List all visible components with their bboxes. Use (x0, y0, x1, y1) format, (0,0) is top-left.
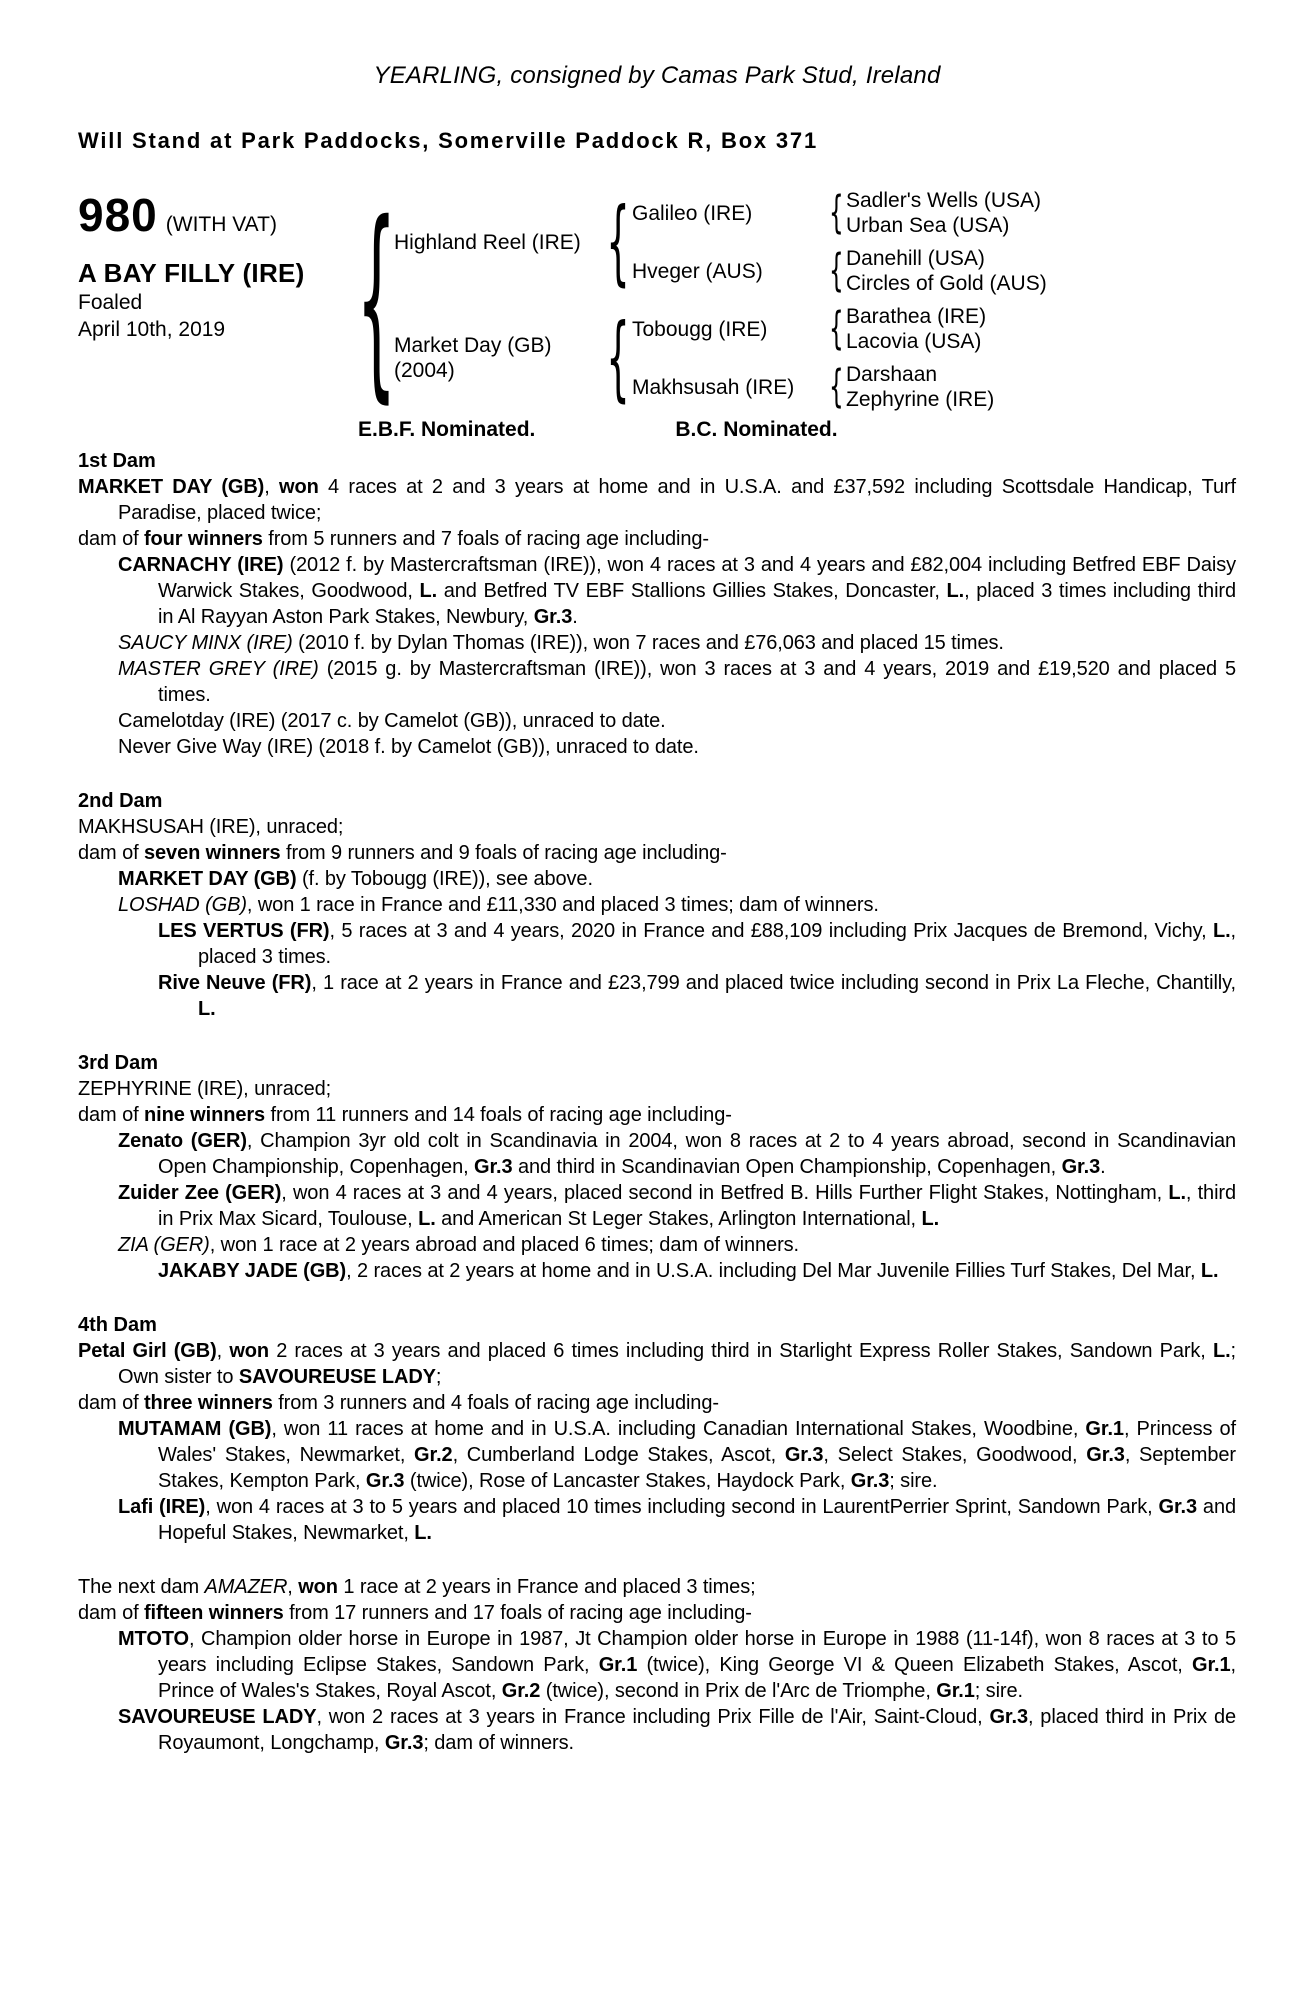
great-grandparents (846, 246, 1047, 296)
dam-parents (632, 300, 994, 416)
catalogue-body (78, 448, 1236, 1756)
section-heading: 1st Dam (78, 450, 156, 472)
lot-number-line (78, 188, 358, 242)
catalogue-paragraph: ZEPHYRINE (IRE), unraced; (78, 1078, 332, 1100)
brace-icon (358, 184, 394, 416)
great-grandparents (846, 188, 1041, 238)
granddam-branch (632, 242, 1047, 300)
pedigree-section (78, 1312, 1236, 1546)
sire-parents (632, 184, 1047, 300)
pedigree-name: Galileo (IRE) (632, 201, 753, 225)
catalogue-paragraph: MTOTO, Champion older horse in Europe in 1987, Jt Champion older horse in Europe in 1988 (11-14f), won 8 races at 3 to 5 years including Eclipse Stakes, Sandown Park, Gr.1 (twice), King George VI & Queen Elizabeth Stakes, Ascot, Gr.1, Prince of Wales's Stakes, Royal Ascot, Gr.2 (twice), second in Prix de l'Arc de Triomphe, Gr.1; sire. (118, 1628, 1237, 1702)
dam-name (394, 333, 604, 383)
lot-number: 980 (78, 189, 158, 241)
brace-icon (826, 192, 846, 234)
pedigree-name: Urban Sea (USA) (846, 214, 1010, 237)
catalogue-paragraph: MASTER GREY (IRE) (2015 g. by Mastercraftsman (IRE)), won 3 races at 3 and 4 years, 2019 and £19,520 and placed 5 times. (118, 658, 1237, 706)
dam-year: (2004) (394, 359, 455, 382)
pedigree-name: Barathea (IRE) (846, 305, 987, 328)
catalogue-paragraph: SAVOUREUSE LADY, won 2 races at 3 years in France including Prix Fille de l'Air, Saint-Cloud, Gr.3, placed third in Prix de Royaumont, Longchamp, Gr.3; dam of winners. (118, 1706, 1236, 1754)
catalogue-paragraph: JAKABY JADE (GB), 2 races at 2 years at home and in U.S.A. including Del Mar Juvenile Fillies Turf Stakes, Del Mar, L. (158, 1260, 1219, 1282)
catalogue-paragraph: Rive Neuve (FR), 1 race at 2 years in France and £23,799 and placed twice including second in Prix La Fleche, Chantilly, L. (158, 972, 1236, 1020)
pedigree-name: Makhsusah (IRE) (632, 375, 795, 399)
sire-branch (394, 184, 1047, 300)
granddam-branch (632, 358, 994, 416)
nominations-line (78, 418, 1236, 442)
pedigree-section (78, 788, 1236, 1022)
catalogue-paragraph: ZIA (GER), won 1 race at 2 years abroad and placed 6 times; dam of winners. (118, 1234, 799, 1256)
pedigree-name: Market Day (GB) (394, 334, 552, 357)
brace-icon (604, 314, 632, 402)
consignor-line: YEARLING, consigned by Camas Park Stud, Ireland (373, 62, 941, 89)
pedigree-table (78, 184, 1236, 416)
pedigree-name: Danehill (USA) (846, 247, 985, 270)
lot-info (78, 184, 358, 416)
grandsire-branch (632, 300, 994, 358)
pedigree-name: Lacovia (USA) (846, 330, 982, 353)
catalogue-paragraph: CARNACHY (IRE) (2012 f. by Mastercraftsman (IRE)), won 4 races at 3 and 4 years and £82,004 including Betfred EBF Daisy Warwick Stakes, Goodwood, L. and Betfred TV EBF Stallions Gillies Stakes, Doncaster, L., placed 3 times including third in Al Rayyan Aston Park Stakes, Newbury, Gr.3. (118, 554, 1237, 628)
catalogue-paragraph: dam of fifteen winners from 17 runners and 17 foals of racing age including- (78, 1602, 752, 1624)
grandsire-branch (632, 184, 1047, 242)
brace-icon (826, 250, 846, 292)
catalogue-paragraph: SAUCY MINX (IRE) (2010 f. by Dylan Thomas (IRE)), won 7 races and £76,063 and placed 15 times. (118, 632, 1004, 654)
brace-icon (826, 308, 846, 350)
pedigree-tree (358, 184, 1047, 416)
section-heading: 4th Dam (78, 1314, 157, 1336)
foaled-label: Foaled (78, 291, 143, 314)
catalogue-paragraph: dam of seven winners from 9 runners and 9 foals of racing age including- (78, 842, 727, 864)
generation-1 (394, 184, 1047, 416)
lot-description: A BAY FILLY (IRE) (78, 258, 305, 288)
great-grandparents (846, 362, 994, 412)
catalogue-paragraph: MARKET DAY (GB), won 4 races at 2 and 3 years at home and in U.S.A. and £37,592 including Scottsdale Handicap, Turf Paradise, placed twice; (78, 476, 1236, 524)
pedigree-section (78, 1050, 1236, 1284)
pedigree-name: Darshaan (846, 363, 938, 386)
catalogue-paragraph: dam of four winners from 5 runners and 7 foals of racing age including- (78, 528, 709, 550)
catalogue-paragraph: Petal Girl (GB), won 2 races at 3 years and placed 6 times including third in Starlight Express Roller Stakes, Sandown Park, L.; Own sister to SAVOUREUSE LADY; (78, 1340, 1236, 1388)
catalogue-paragraph: MARKET DAY (GB) (f. by Tobougg (IRE)), see above. (118, 868, 593, 890)
vat-note: (WITH VAT) (165, 213, 277, 236)
catalogue-paragraph: Zuider Zee (GER), won 4 races at 3 and 4 years, placed second in Betfred B. Hills Further Flight Stakes, Nottingham, L., third in Prix Max Sicard, Toulouse, L. and American St Leger Stakes, Arlington International, L. (118, 1182, 1237, 1230)
stand-location-line: Will Stand at Park Paddocks, Somerville Paddock R, Box 371 (78, 128, 818, 153)
catalogue-paragraph: The next dam AMAZER, won 1 race at 2 years in France and placed 3 times; (78, 1576, 756, 1598)
catalogue-paragraph: LES VERTUS (FR), 5 races at 3 and 4 years, 2020 in France and £88,109 including Prix Jacques de Bremond, Vichy, L., placed 3 times. (158, 920, 1236, 968)
bc-nomination: B.C. Nominated. (675, 418, 838, 441)
pedigree-section (78, 448, 1236, 760)
catalogue-paragraph: dam of three winners from 3 runners and 4 foals of racing age including- (78, 1392, 719, 1414)
dam-branch (394, 300, 1047, 416)
catalogue-paragraph: Never Give Way (IRE) (2018 f. by Camelot (GB)), unraced to date. (118, 736, 699, 758)
section-heading: 2nd Dam (78, 790, 163, 812)
pedigree-name: Zephyrine (IRE) (846, 388, 995, 411)
sire-name: Highland Reel (IRE) (394, 230, 581, 254)
brace-icon (826, 366, 846, 408)
pedigree-section (78, 1574, 1236, 1756)
catalogue-paragraph: Lafi (IRE), won 4 races at 3 to 5 years and placed 10 times including second in LaurentPerrier Sprint, Sandown Park, Gr.3 and Hopeful Stakes, Newmarket, L. (118, 1496, 1236, 1544)
great-grandparents (846, 304, 986, 354)
catalogue-paragraph: MAKHSUSAH (IRE), unraced; (78, 816, 344, 838)
ebf-nomination: E.B.F. Nominated. (358, 418, 536, 441)
pedigree-name: Sadler's Wells (USA) (846, 189, 1041, 212)
catalogue-paragraph: Zenato (GER), Champion 3yr old colt in Scandinavia in 2004, won 8 races at 2 to 4 years abroad, second in Scandinavian Open Championship, Copenhagen, Gr.3 and third in Scandinavian Open Championship, Copenhagen, Gr.3. (118, 1130, 1236, 1178)
pedigree-name: Circles of Gold (AUS) (846, 272, 1047, 295)
catalogue-paragraph: Camelotday (IRE) (2017 c. by Camelot (GB)), unraced to date. (118, 710, 666, 732)
catalogue-paragraph: LOSHAD (GB), won 1 race in France and £11,330 and placed 3 times; dam of winners. (118, 894, 879, 916)
pedigree-name: Hveger (AUS) (632, 259, 763, 283)
section-heading: 3rd Dam (78, 1052, 159, 1074)
catalogue-paragraph: dam of nine winners from 11 runners and 14 foals of racing age including- (78, 1104, 732, 1126)
pedigree-name: Tobougg (IRE) (632, 317, 768, 341)
foaled-date: April 10th, 2019 (78, 318, 226, 341)
brace-icon (604, 198, 632, 286)
catalogue-paragraph: MUTAMAM (GB), won 11 races at home and in U.S.A. including Canadian International Stakes, Woodbine, Gr.1, Princess of Wales' Stakes, Newmarket, Gr.2, Cumberland Lodge Stakes, Ascot, Gr.3, Select Stakes, Goodwood, Gr.3, September Stakes, Kempton Park, Gr.3 (twice), Rose of Lancaster Stakes, Haydock Park, Gr.3; sire. (118, 1418, 1236, 1492)
